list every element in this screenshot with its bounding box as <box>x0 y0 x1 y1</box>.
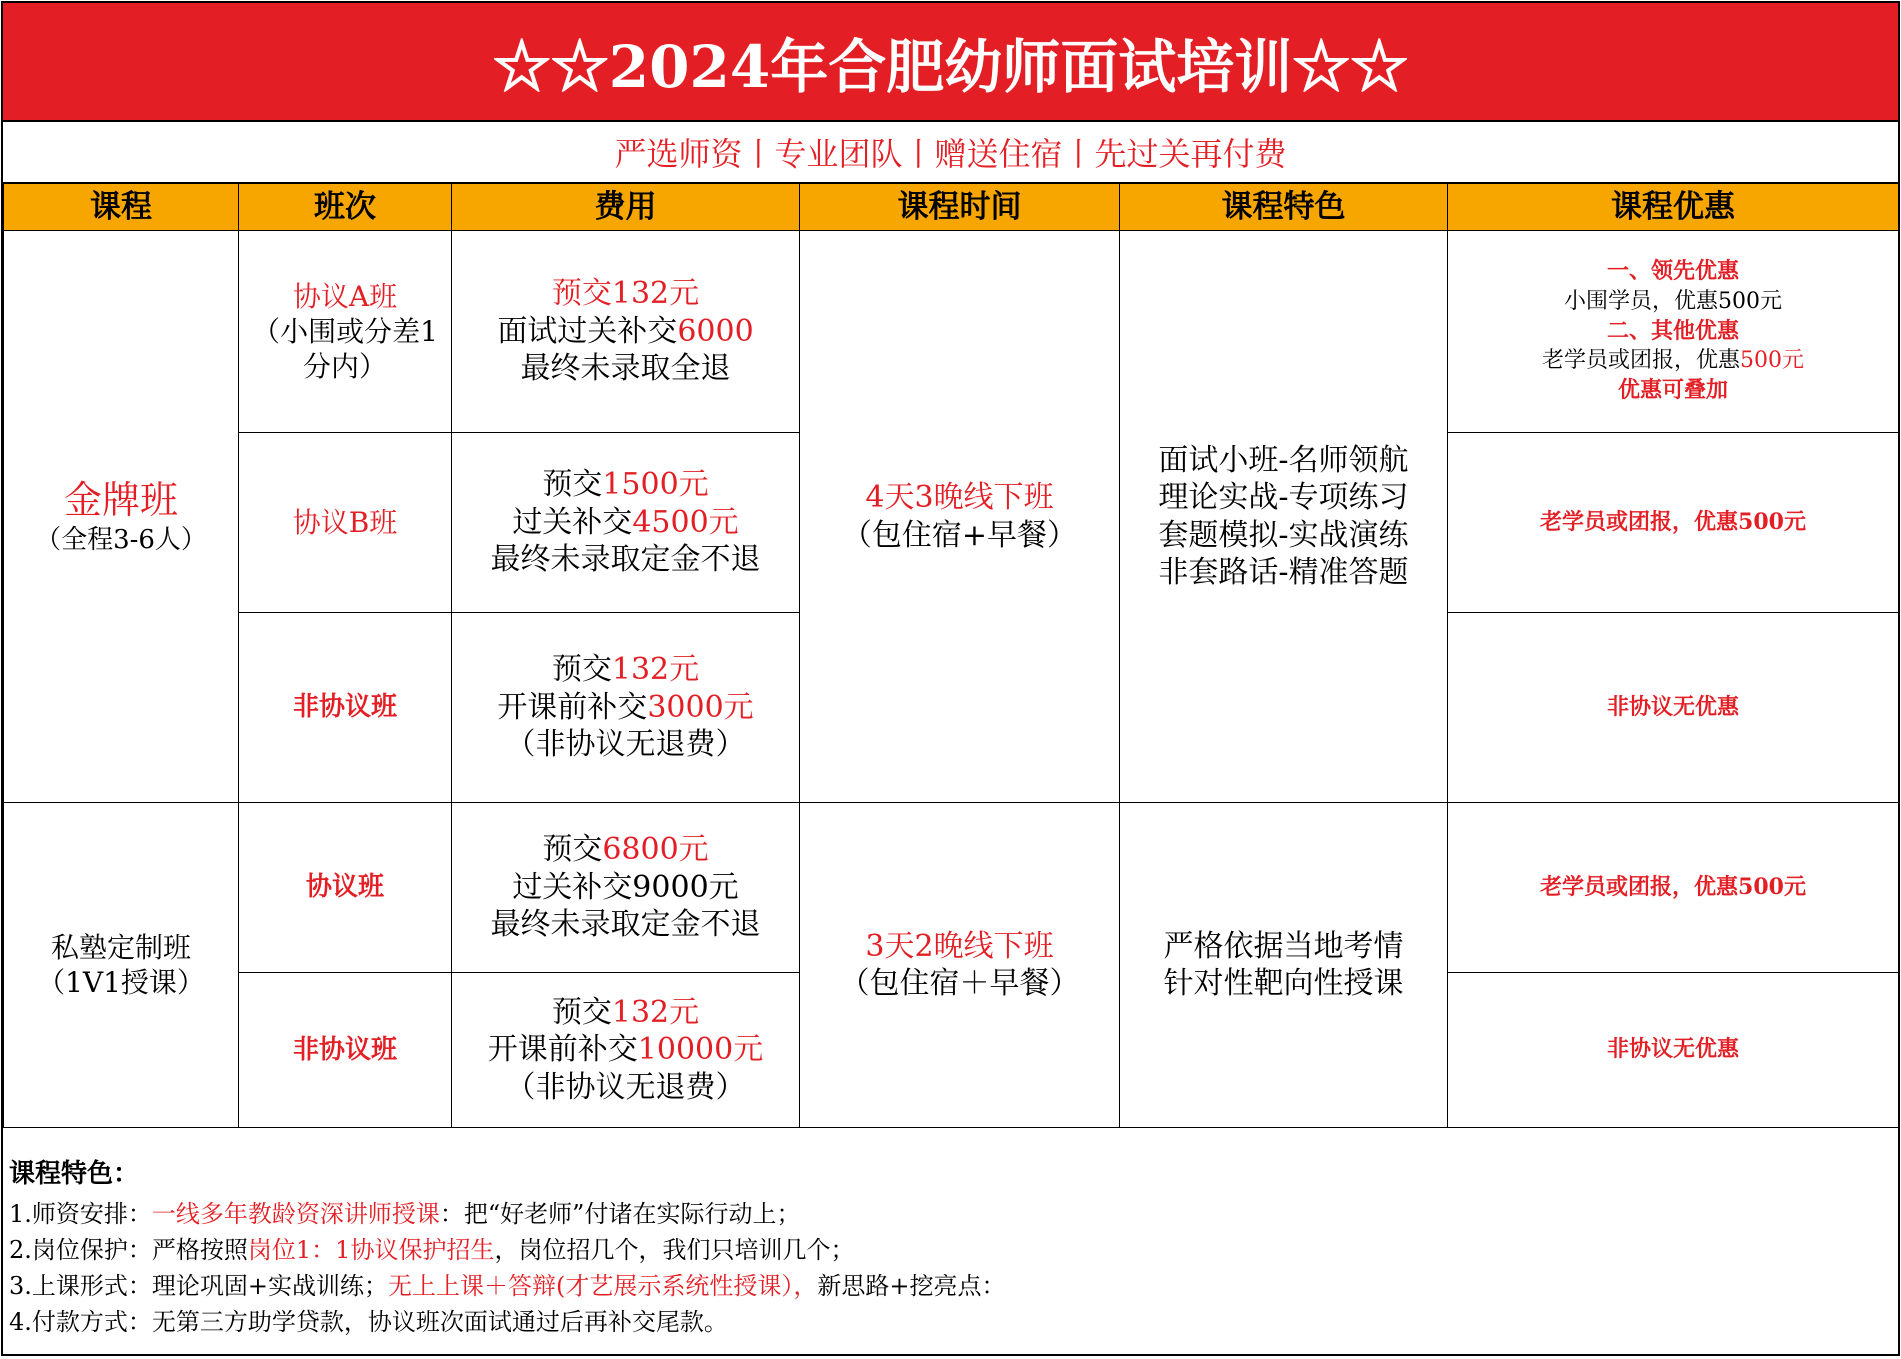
header-class: 班次 <box>239 184 452 231</box>
fee-cell <box>452 433 800 613</box>
time-cell <box>800 231 1120 803</box>
discount-line: 老学员或团报，优惠500元 <box>1541 348 1804 374</box>
header-time: 课程时间 <box>800 184 1120 231</box>
discount-heading: 一、领先优惠 <box>1606 258 1739 285</box>
class-name: 非协议班 <box>239 613 452 803</box>
discount-heading: 二、其他优惠 <box>1606 317 1739 344</box>
note-line: 2.岗位保护：严格按照岗位1：1协议保护招生，岗位招几个，我们只培训几个； <box>9 1236 855 1264</box>
fee-line: 预交132元 <box>551 652 700 688</box>
fee-line: 面试过关补交6000 <box>497 313 754 349</box>
fee-line: （非协议无退费） <box>505 727 746 763</box>
time-line: （包住宿＋早餐） <box>839 966 1080 1001</box>
fee-cell <box>452 613 800 803</box>
discount-cell: 老学员或团报，优惠500元 <box>1448 803 1899 973</box>
feature-line: 面试小班-名师领航 <box>1158 442 1409 478</box>
time-cell <box>800 803 1120 1128</box>
course-name: 私塾定制班 <box>50 931 191 964</box>
fee-line: 过关补交9000元 <box>512 869 739 905</box>
header-row <box>4 184 1899 231</box>
course-gold <box>4 231 239 803</box>
discount-cell: 非协议无优惠 <box>1448 973 1899 1128</box>
feature-line: 理论实战-专项练习 <box>1158 480 1409 515</box>
class-cell <box>239 231 452 433</box>
class-sub: （小围或分差1分内） <box>252 315 438 383</box>
table-row <box>4 231 1899 433</box>
features-cell <box>1120 231 1448 803</box>
feature-line: 针对性靶向性授课 <box>1163 966 1404 1001</box>
fee-line: 预交132元 <box>551 276 700 312</box>
course-name: 金牌班 <box>63 477 178 522</box>
feature-line: 套题模拟-实战演练 <box>1158 517 1409 553</box>
course-private <box>4 803 239 1128</box>
fee-line: 最终未录取定金不退 <box>490 542 761 578</box>
fee-line: 开课前补交10000元 <box>487 1032 764 1068</box>
class-name: 协议A班 <box>292 280 398 313</box>
course-sub: （全程3-6人） <box>35 525 207 555</box>
fee-cell <box>452 803 800 973</box>
discount-cell: 老学员或团报，优惠500元 <box>1448 433 1899 613</box>
time-line: 4天3晚线下班 <box>865 480 1054 515</box>
time-line: （包住宿+早餐） <box>841 517 1078 553</box>
fee-line: 预交6800元 <box>542 832 709 868</box>
fee-line: 预交1500元 <box>542 467 709 503</box>
fee-cell <box>452 973 800 1128</box>
notes-heading: 课程特色： <box>9 1159 140 1189</box>
course-table <box>3 183 1899 1128</box>
header-fee: 费用 <box>452 184 800 231</box>
slogan: 严选师资丨专业团队丨赠送住宿丨先过关再付费 <box>3 122 1898 184</box>
notes-section <box>9 1155 1889 1340</box>
fee-line: 最终未录取定金不退 <box>490 907 761 943</box>
feature-line: 非套路话-精准答题 <box>1158 555 1409 590</box>
note-line: 4.付款方式：无第三方助学贷款，协议班次面试通过后再补交尾款。 <box>9 1308 728 1336</box>
feature-line: 严格依据当地考情 <box>1163 928 1404 964</box>
note-line: 1.师资安排：一线多年教龄资深讲师授课：把“好老师”付诸在实际行动上； <box>9 1200 801 1228</box>
features-cell <box>1120 803 1448 1128</box>
fee-line: （非协议无退费） <box>505 1069 746 1105</box>
class-name: 非协议班 <box>239 973 452 1128</box>
header-discount: 课程优惠 <box>1448 184 1899 231</box>
class-name: 协议班 <box>239 803 452 973</box>
header-features: 课程特色 <box>1120 184 1448 231</box>
page-title: ☆☆2024年合肥幼师面试培训☆☆ <box>3 3 1898 122</box>
course-sub: （1V1授课） <box>37 966 205 999</box>
header-course: 课程 <box>4 184 239 231</box>
discount-cell <box>1448 231 1899 433</box>
note-line: 3.上课形式：理论巩固+实战训练；无上上课＋答辩(才艺展示系统性授课），新思路+挖亮点： <box>9 1272 1006 1300</box>
fee-line: 预交132元 <box>551 994 700 1030</box>
discount-heading: 优惠可叠加 <box>1617 377 1728 404</box>
fee-line: 开课前补交3000元 <box>497 689 754 725</box>
fee-line: 最终未录取全退 <box>520 351 731 387</box>
time-line: 3天2晚线下班 <box>865 928 1054 964</box>
fee-line: 过关补交4500元 <box>512 504 739 540</box>
fee-cell <box>452 231 800 433</box>
discount-cell: 非协议无优惠 <box>1448 613 1899 803</box>
class-name: 协议B班 <box>239 433 452 613</box>
table-row <box>4 803 1899 973</box>
price-sheet <box>1 1 1900 1356</box>
discount-line: 小围学员，优惠500元 <box>1564 288 1782 314</box>
